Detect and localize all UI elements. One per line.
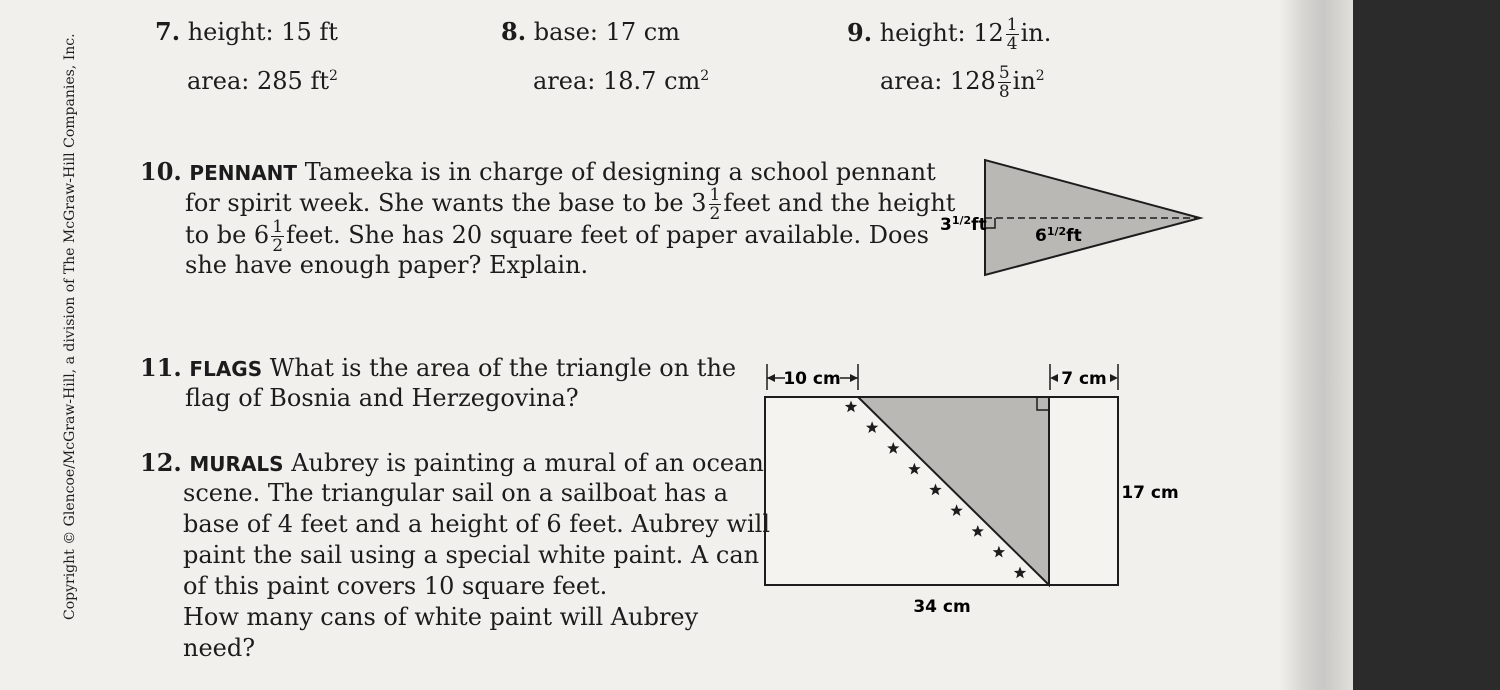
problem-7	[155, 16, 338, 48]
numerator: 1	[272, 217, 284, 237]
dark-background	[1353, 0, 1500, 690]
problem-number: 10.	[140, 157, 182, 186]
problem-label: MURALS	[189, 452, 284, 476]
problem-9	[847, 16, 1051, 53]
pennant-base-label: $3^{1/2}ft$	[940, 214, 987, 235]
problem-8	[501, 16, 680, 48]
flag-width-dimension: 34 cm	[913, 597, 971, 617]
problem-label: PENNANT	[189, 161, 298, 185]
denominator: 8	[998, 82, 1010, 102]
problem-number: 9.	[847, 18, 873, 47]
denominator: 4	[1006, 34, 1018, 54]
area-exponent: 2	[1035, 68, 1045, 84]
problem-11-line2: flag of Bosnia and Herzegovina?	[185, 384, 579, 412]
area-exponent: 2	[700, 68, 710, 84]
copyright-notice: Copyright © Glencoe/McGraw-Hill, a division of The McGraw-Hill Companies, Inc.	[62, 33, 78, 620]
problem-8-area	[533, 61, 709, 97]
area-text: area: 18.7 cm	[533, 67, 701, 95]
height-whole: height: 12	[879, 19, 1004, 47]
problem-11	[140, 352, 736, 385]
problem-text: feet. She has 20 square feet of paper available. Does	[286, 221, 929, 249]
area-text: area: 285 ft	[187, 67, 329, 95]
area-exponent: 2	[328, 68, 338, 84]
fraction	[1006, 16, 1019, 53]
problem-12-line7: need?	[183, 634, 256, 662]
problem-number: 8.	[501, 17, 527, 46]
problem-9-height	[879, 15, 1052, 54]
pennant-height-label: $6^{1/2}ft$	[1035, 225, 1082, 246]
flag-figure	[755, 360, 1195, 625]
problem-text: Tameeka is in charge of designing a school pennant	[304, 158, 936, 186]
dim-arrow	[1110, 374, 1118, 382]
problem-12-line6: How many cans of white paint will Aubrey	[183, 603, 699, 631]
numerator: 5	[998, 63, 1010, 83]
book-spine-shadow	[1278, 0, 1353, 690]
problem-text: to be 6	[185, 221, 270, 249]
problem-text: feet and the height	[723, 189, 956, 217]
unit: in.	[1020, 19, 1052, 47]
problem-number: 12.	[140, 448, 182, 477]
problem-number: 11.	[140, 353, 182, 382]
problem-label: FLAGS	[189, 357, 263, 381]
dim-arrow	[850, 374, 858, 382]
unit: in	[1012, 67, 1036, 95]
problem-number: 7.	[155, 17, 181, 46]
problem-text: Aubrey is painting a mural of an ocean	[291, 449, 764, 477]
numerator: 1	[1006, 15, 1018, 35]
area-whole: area: 128	[880, 67, 996, 95]
pennant-figure	[930, 150, 1220, 285]
flag-right-dimension: 7 cm	[1061, 369, 1107, 389]
problem-12	[140, 447, 764, 480]
problem-10-line4: she have enough paper? Explain.	[185, 251, 589, 279]
problem-12-line5: of this paint covers 10 square feet.	[183, 572, 608, 600]
problem-12-line4: paint the sail using a special white paint. A can	[183, 541, 760, 569]
problem-12-line2: scene. The triangular sail on a sailboat has a	[183, 479, 729, 507]
problem-12-line3: base of 4 feet and a height of 6 feet. Aubrey will	[183, 510, 771, 538]
flag-left-dimension: 10 cm	[783, 369, 841, 389]
numerator: 1	[709, 185, 721, 205]
problem-7-area	[187, 61, 338, 97]
problem-9-area	[880, 61, 1045, 101]
problem-7-height: height: 15 ft	[187, 18, 338, 46]
problem-10	[140, 156, 936, 189]
problem-8-base: base: 17 cm	[533, 18, 680, 46]
problem-text: What is the area of the triangle on the	[269, 354, 737, 382]
fraction	[998, 64, 1011, 101]
dim-arrow	[1050, 374, 1058, 382]
problem-text: for spirit week. She wants the base to be 3	[185, 189, 707, 217]
denominator: 2	[709, 204, 721, 224]
dim-arrow	[767, 374, 775, 382]
denominator: 2	[272, 236, 284, 256]
flag-height-dimension: 17 cm	[1121, 483, 1179, 503]
